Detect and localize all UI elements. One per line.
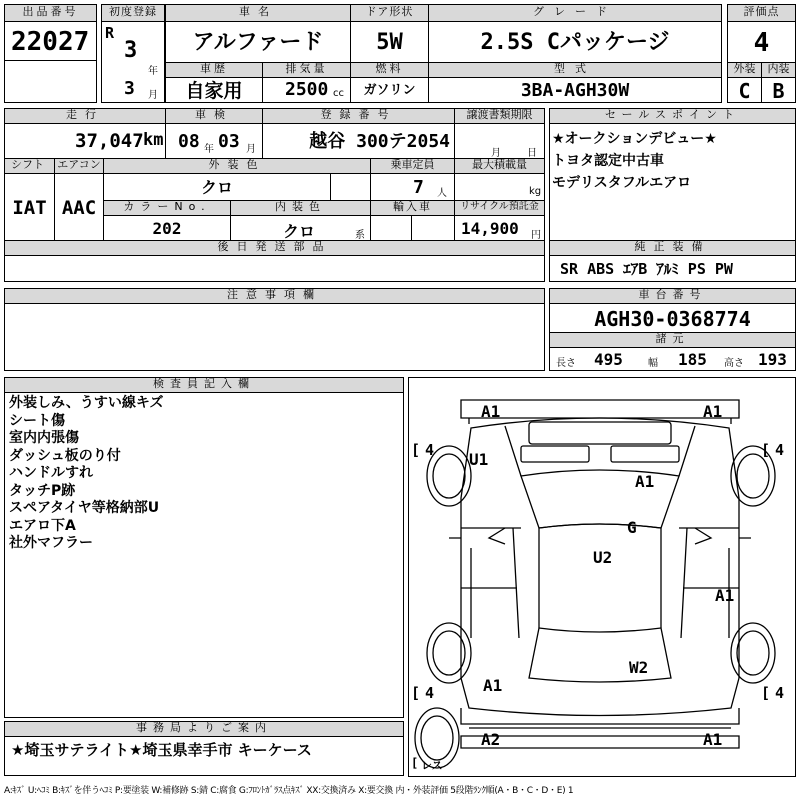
ext-color: クロ: [103, 173, 331, 201]
aircon-label: エアコン: [54, 158, 104, 174]
width-label: 幅: [648, 358, 658, 369]
plate: 越谷 300テ2054: [262, 123, 455, 159]
reg-year: 3: [124, 38, 138, 63]
length: 495: [594, 350, 623, 369]
transfer-label: 譲渡書類期限: [454, 108, 545, 124]
door-label: ドア形状: [350, 4, 429, 22]
inspector-line: 外装しみ、うすい線キズ: [9, 395, 164, 411]
inspector-label: 検査員記入欄: [4, 377, 404, 393]
spare-open: [: [411, 756, 419, 770]
transfer-month-unit: 月: [491, 148, 501, 159]
recycle-unit: 円: [531, 230, 541, 241]
tire-rr-open: [: [761, 684, 771, 702]
grade: 2.5S Cパッケージ: [428, 21, 722, 63]
chassis-number: AGH30-0368774: [549, 303, 796, 333]
mark-rear-left-side: A1: [483, 676, 503, 695]
mileage-unit: km: [143, 130, 164, 150]
height: 193: [758, 350, 787, 369]
fuel: ガソリン: [350, 77, 429, 103]
displacement-cell: [262, 77, 351, 103]
model: 3BA-AGH30W: [428, 77, 722, 103]
max-load-unit: kg: [529, 186, 542, 197]
plate-label: 登録番号: [262, 108, 455, 124]
lot-no-label: 出品番号: [4, 4, 97, 22]
sales-points-cell: [549, 123, 796, 241]
first-reg-label: 初度登録: [101, 4, 165, 22]
sales-point-line: ★オークションデビュー★: [552, 131, 717, 147]
inspection-cell: [165, 123, 263, 159]
inspector-line: スペアタイヤ等格納部U: [9, 500, 160, 516]
score-label: 評価点: [727, 4, 796, 22]
ext-color-extra: [330, 173, 371, 201]
car-outline: [409, 378, 795, 776]
fuel-label: 燃料: [350, 62, 429, 78]
mark-front-right: A1: [703, 402, 723, 421]
car-name: アルファード: [165, 21, 351, 63]
recycle: 14,900: [461, 219, 519, 238]
transfer-day-unit: 日: [527, 148, 537, 159]
displacement-unit: cc: [333, 88, 344, 99]
recycle-label: リサイクル預託金: [454, 200, 545, 216]
reg-year-unit: 年: [148, 66, 158, 77]
lot-no-blank: [4, 60, 97, 103]
mark-right-side: A1: [715, 586, 735, 605]
reg-month-unit: 月: [148, 90, 158, 101]
recycle-cell: [454, 215, 545, 241]
inspector-line: ハンドルすれ: [9, 465, 93, 481]
mileage-label: 走行: [4, 108, 166, 124]
ext-color-label: 外装色: [103, 158, 371, 174]
tire-fl-open: [: [411, 441, 421, 459]
sales-point-line: トヨタ認定中古車: [552, 153, 664, 169]
import-label: 輸入車: [370, 200, 455, 216]
inspection-year-unit: 年: [204, 144, 214, 155]
later-parts-label: 後日発送部品: [4, 240, 545, 256]
aircon: AAC: [54, 173, 104, 241]
height-label: 高さ: [724, 358, 744, 369]
tire-fr-open: [: [761, 441, 771, 459]
sales-points-label: セールスポイント: [549, 108, 796, 124]
int-color-cell: [230, 215, 371, 241]
history-label: 車歴: [165, 62, 263, 78]
shift-label: シフト: [4, 158, 55, 174]
grade-label: グレード: [428, 4, 722, 22]
color-no: 202: [103, 215, 231, 241]
max-load-label: 最大積載量: [454, 158, 545, 174]
mileage: 37,047: [75, 130, 144, 152]
mark-windshield: A1: [635, 472, 655, 491]
reg-month: 3: [124, 78, 135, 99]
inspector-line: シート傷: [9, 412, 65, 429]
mark-front-left: A1: [481, 402, 501, 421]
displacement: 2500: [285, 79, 329, 100]
capacity: 7: [413, 177, 424, 198]
history: 自家用: [165, 77, 263, 103]
interior-grade: B: [761, 77, 796, 103]
inspection-month: 03: [218, 131, 240, 152]
int-color-label: 内装色: [230, 200, 371, 216]
exterior-label: 外装: [727, 62, 762, 78]
transfer-cell: [454, 123, 545, 159]
inspector-line: 社外マフラー: [9, 535, 93, 551]
mark-roof-front: G: [627, 518, 637, 537]
chassis-label: 車台番号: [549, 288, 796, 304]
int-color: クロ: [283, 222, 316, 241]
inspector-line: 室内内張傷: [9, 430, 79, 446]
later-parts-cell: [4, 255, 545, 282]
mark-hood-left: U1: [469, 450, 489, 469]
import-cell-2: [411, 215, 455, 241]
inspector-line: タッチP跡: [9, 482, 76, 499]
capacity-cell: [370, 173, 455, 201]
era: R: [105, 24, 115, 42]
tire-rr: 4: [775, 684, 785, 702]
capacity-unit: 人: [437, 188, 447, 199]
capacity-label: 乗車定員: [370, 158, 455, 174]
score: 4: [727, 21, 796, 63]
inspector-line: エアロ下A: [9, 517, 76, 534]
equipment: SR ABS ｴｱB ｱﾙﾐ PS PW: [549, 255, 796, 282]
sales-point-line: モデリスタフルエアロ: [552, 175, 692, 191]
inspection-month-unit: 月: [246, 144, 256, 155]
tire-fl: 4: [425, 441, 435, 459]
tire-rl-open: [: [411, 684, 421, 702]
first-reg-cell: [101, 21, 165, 103]
inspector-line: ダッシュ板のり付: [9, 447, 121, 464]
shift: IAT: [4, 173, 55, 241]
displacement-label: 排気量: [262, 62, 351, 78]
max-load-cell: [454, 173, 545, 201]
tire-rl: 4: [425, 684, 435, 702]
spare-tire-label: レス: [421, 759, 443, 772]
car-name-label: 車名: [165, 4, 351, 22]
inspector-cell: [4, 392, 404, 718]
inspection-year: 08: [178, 131, 200, 152]
legend: A:ｷｽﾞ U:ﾍｺﾐ B:ｷｽﾞを伴うﾍｺﾐ P:要塗装 W:補修跡 S:錆 C:腐食 G:ﾌﾛﾝﾄｶﾞﾗｽ点ｷｽﾞ XX:交換済み X:要交換 内・外装評価 5段階ﾗﾝｸ順(A・B・C・D・E) 1: [4, 786, 574, 796]
door: 5W: [350, 21, 429, 63]
width: 185: [678, 350, 707, 369]
notes-cell: [4, 303, 545, 371]
dims-label: 諸元: [549, 332, 796, 348]
color-no-label: カラーNo.: [103, 200, 231, 216]
length-label: 長さ: [556, 358, 576, 369]
tire-fr: 4: [775, 441, 785, 459]
inspection-label: 車検: [165, 108, 263, 124]
mark-rear-left: A2: [481, 730, 501, 749]
import-cell: [370, 215, 412, 241]
interior-label: 内装: [761, 62, 796, 78]
office-text: ★埼玉サテライト★埼玉県幸手市 キーケース: [4, 736, 404, 776]
mark-rear-right: A1: [703, 730, 723, 749]
equipment-label: 純正装備: [549, 240, 796, 256]
mark-roof: U2: [593, 548, 613, 567]
model-label: 型式: [428, 62, 722, 78]
dims-cell: [549, 347, 796, 371]
mileage-cell: [4, 123, 166, 159]
car-diagram: [408, 377, 796, 777]
lot-no: 22027: [4, 21, 97, 61]
exterior-grade: C: [727, 77, 762, 103]
int-color-unit: 系: [355, 230, 365, 241]
office-label: 事務局よりご案内: [4, 721, 404, 737]
notes-label: 注意事項欄: [4, 288, 545, 304]
mark-rear-glass: W2: [629, 658, 649, 677]
